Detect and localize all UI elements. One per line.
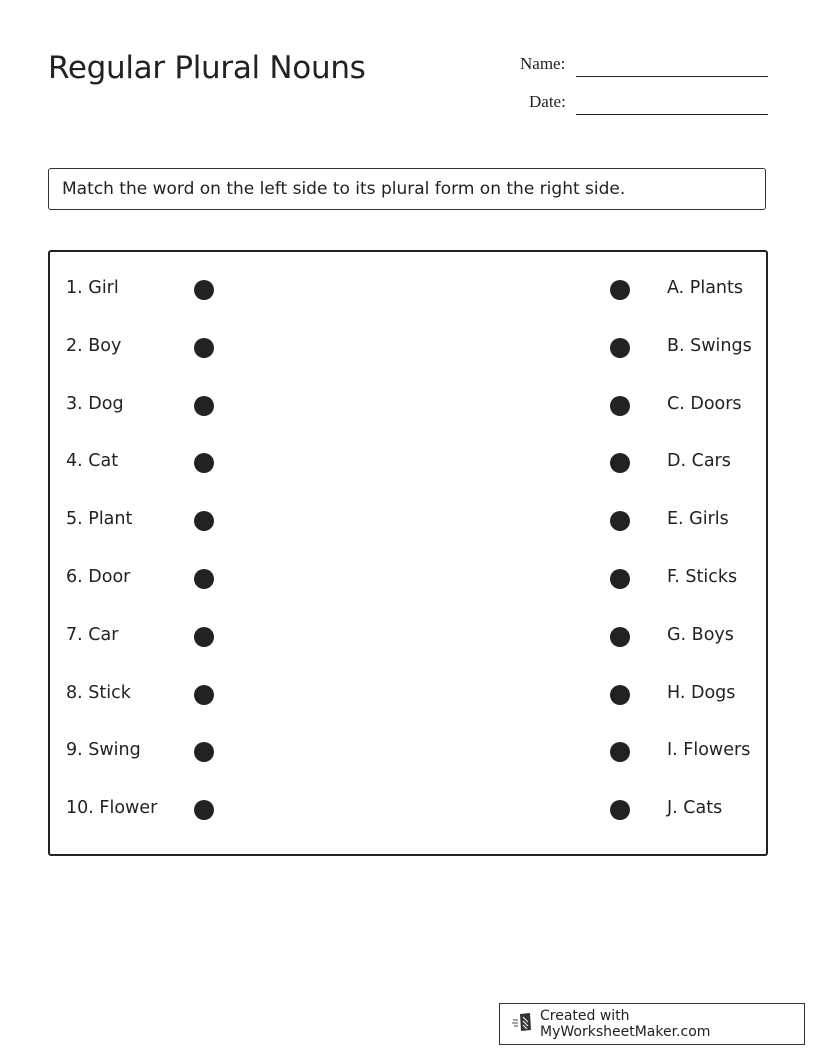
right-item-label: G. Boys bbox=[667, 624, 734, 645]
left-item-label: 1. Girl bbox=[66, 278, 119, 298]
right-match-dot[interactable] bbox=[610, 627, 630, 647]
right-item-label: I. Flowers bbox=[667, 740, 751, 761]
right-item-label: A. Plants bbox=[667, 278, 743, 298]
left-match-dot[interactable] bbox=[194, 569, 214, 589]
left-item-label: 5. Plant bbox=[66, 509, 133, 530]
left-item-label: 8. Stick bbox=[66, 682, 131, 703]
right-item-label: F. Sticks bbox=[667, 567, 738, 587]
right-item-label: H. Dogs bbox=[667, 682, 736, 703]
left-item-label: 2. Boy bbox=[66, 335, 122, 356]
date-label: Date: bbox=[529, 92, 566, 111]
page-title: Regular Plural Nouns bbox=[48, 50, 366, 86]
left-item-label: 10. Flower bbox=[66, 798, 158, 819]
left-item-label: 7. Car bbox=[66, 624, 119, 645]
left-match-dot[interactable] bbox=[194, 280, 214, 300]
left-item-label: 3. Dog bbox=[66, 393, 124, 414]
left-item-label: 6. Door bbox=[66, 567, 131, 587]
right-item-label: D. Cars bbox=[667, 451, 731, 472]
right-match-dot[interactable] bbox=[610, 569, 630, 589]
name-field-line[interactable] bbox=[576, 76, 768, 77]
left-match-dot[interactable] bbox=[194, 627, 214, 647]
left-match-dot[interactable] bbox=[194, 685, 214, 705]
credit-badge[interactable] bbox=[499, 1003, 805, 1045]
left-item-label: 9. Swing bbox=[66, 740, 141, 761]
name-label: Name: bbox=[520, 54, 566, 73]
right-match-dot[interactable] bbox=[610, 280, 630, 300]
right-match-dot[interactable] bbox=[610, 685, 630, 705]
left-match-dot[interactable] bbox=[194, 338, 214, 358]
left-item-label: 4. Cat bbox=[66, 451, 119, 472]
date-field-line[interactable] bbox=[576, 114, 768, 115]
right-item-label: J. Cats bbox=[667, 798, 723, 819]
matching-box bbox=[48, 250, 768, 856]
right-match-dot[interactable] bbox=[610, 338, 630, 358]
right-item-label: E. Girls bbox=[667, 509, 729, 530]
credit-text: Created with MyWorksheetMaker.com bbox=[540, 1008, 711, 1040]
right-match-dot[interactable] bbox=[610, 396, 630, 416]
instructions-box: Match the word on the left side to its plural form on the right side. bbox=[48, 168, 766, 210]
right-item-label: B. Swings bbox=[667, 335, 752, 356]
worksheet-maker-logo-icon bbox=[500, 1011, 540, 1037]
right-item-label: C. Doors bbox=[667, 393, 742, 414]
left-match-dot[interactable] bbox=[194, 396, 214, 416]
